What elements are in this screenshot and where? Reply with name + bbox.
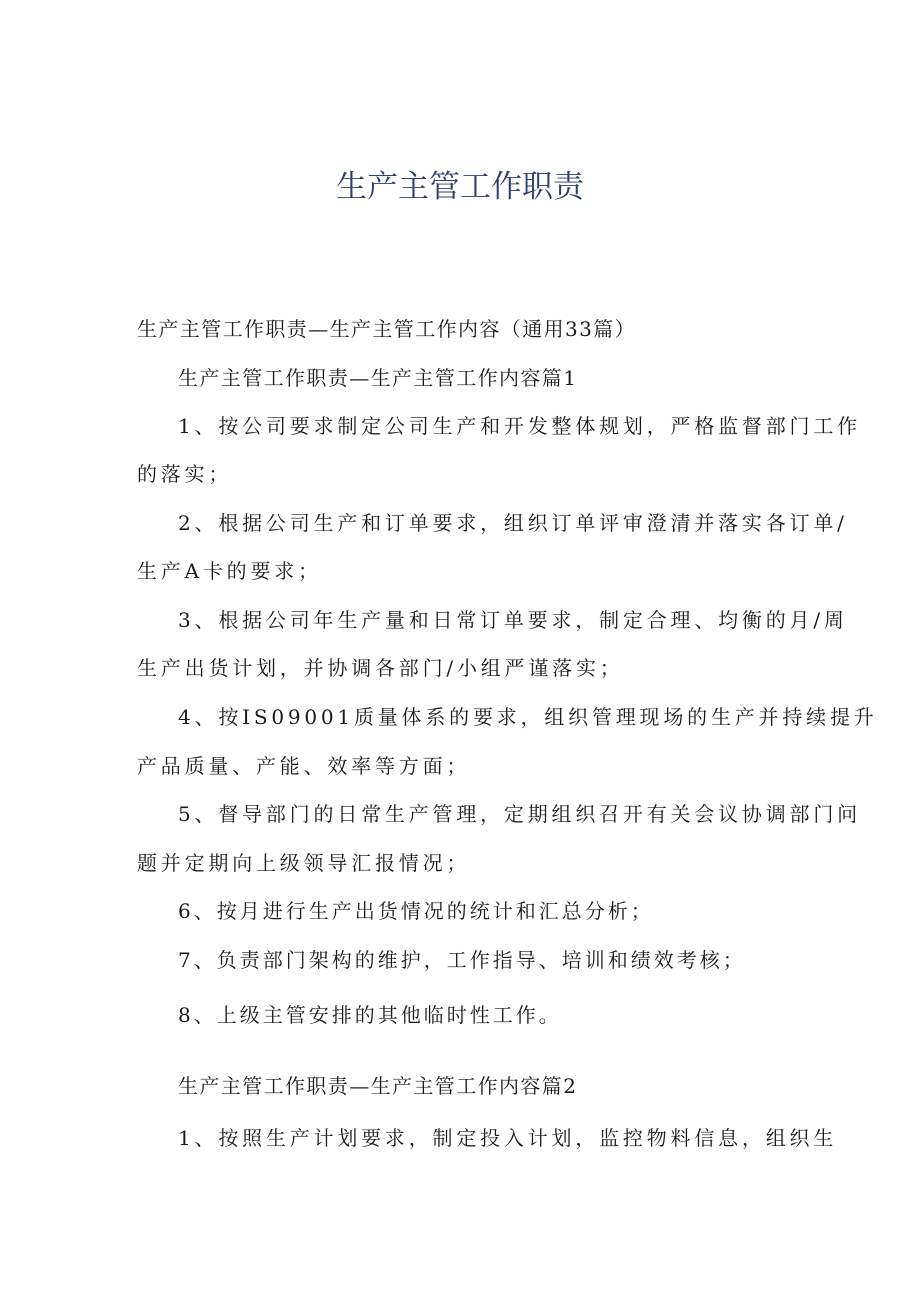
intro-line: 生产主管工作职责—生产主管工作内容（通用33篇） xyxy=(137,317,637,341)
list-item-1-line1: 1、按公司要求制定公司生产和开发整体规划，严格监督部门工作 xyxy=(178,414,861,438)
list-item-4-line2: 产品质量、产能、效率等方面； xyxy=(137,754,471,778)
list-item-1-line2: 的落实； xyxy=(137,462,233,486)
list-item-3-line2: 生产出货计划，并协调各部门/小组严谨落实； xyxy=(137,656,624,680)
list-item-5-line1: 5、督导部门的日常生产管理，定期组织召开有关会议协调部门问 xyxy=(178,802,861,826)
list-item-2-line1: 2、根据公司生产和订单要求，组织订单评审澄清并落实各订单/ xyxy=(178,511,848,535)
list-item-5-line2: 题并定期向上级领导汇报情况； xyxy=(137,851,471,875)
section-heading-2: 生产主管工作职责—生产主管工作内容篇2 xyxy=(178,1074,578,1098)
list-item-8: 8、上级主管安排的其他临时性工作。 xyxy=(178,1003,562,1027)
list-item-3-line1: 3、根据公司年生产量和日常订单要求，制定合理、均衡的月/周 xyxy=(178,608,848,632)
section-heading-1: 生产主管工作职责—生产主管工作内容篇1 xyxy=(178,366,578,390)
list-item-4-line1: 4、按IS09001质量体系的要求，组织管理现场的生产并持续提升 xyxy=(178,705,878,729)
list-item-2-1-line1: 1、按照生产计划要求，制定投入计划，监控物料信息，组织生 xyxy=(178,1126,838,1150)
list-item-7: 7、负责部门架构的维护，工作指导、培训和绩效考核； xyxy=(178,948,746,972)
document-title: 生产主管工作职责 xyxy=(336,169,584,205)
list-item-6: 6、按月进行生产出货情况的统计和汇总分析； xyxy=(178,899,654,923)
list-item-2-line2: 生产A卡的要求； xyxy=(137,559,322,583)
